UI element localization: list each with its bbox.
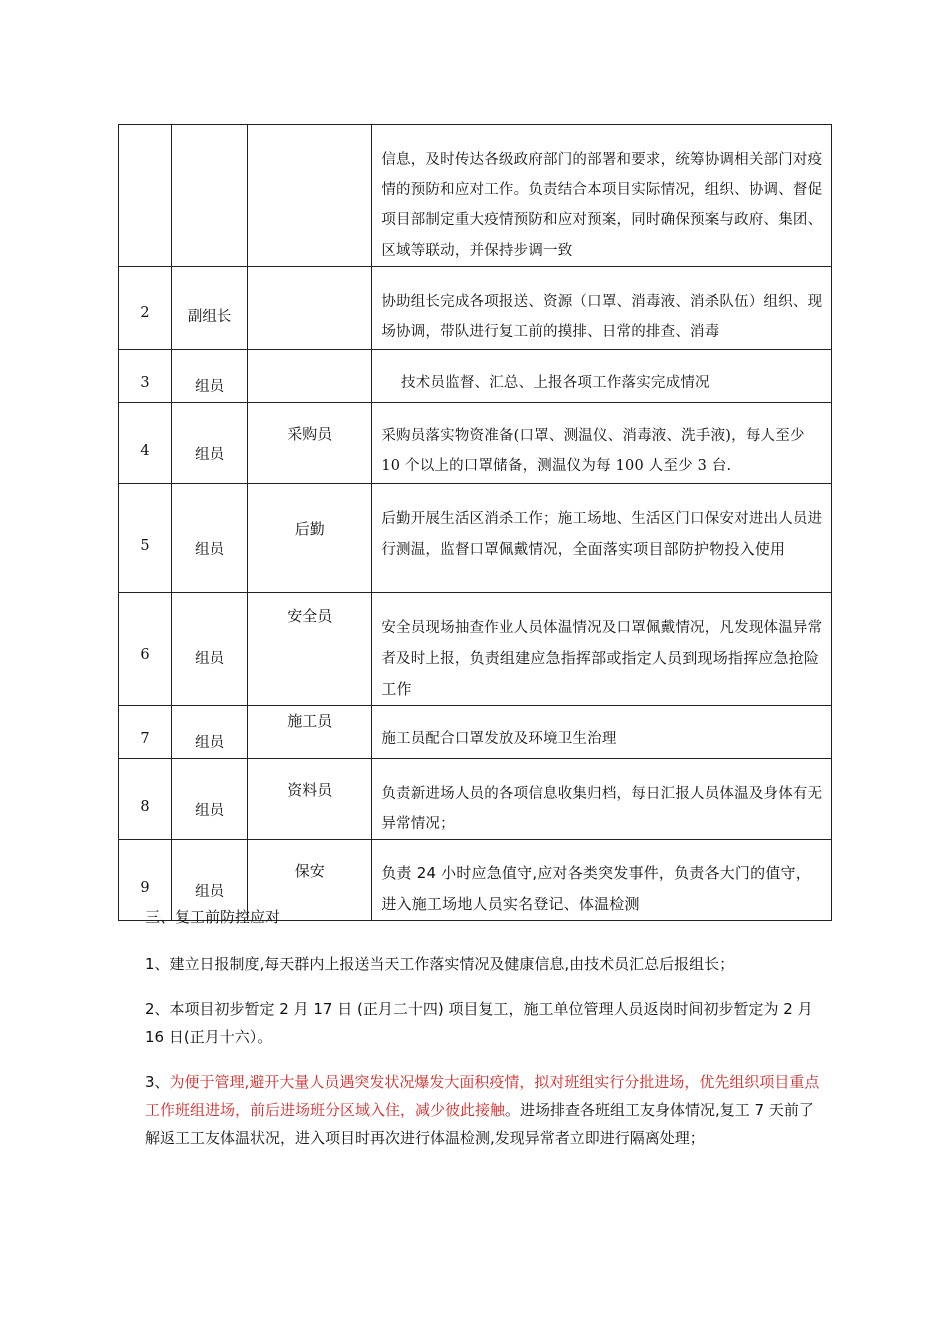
row-position xyxy=(248,350,371,370)
row-number: 2 xyxy=(140,305,150,321)
table-row xyxy=(119,759,832,840)
row-position: 安全员 xyxy=(287,607,333,625)
row-position xyxy=(248,267,371,287)
row-number: 7 xyxy=(140,731,150,747)
table-row xyxy=(119,267,832,350)
row-role: 组员 xyxy=(195,447,225,463)
row-description: 协助组长完成各项报送、资源（口罩、消毒液、消杀队伍）组织、现场协调，带队进行复工前的摸排、日常的排查、消毒 xyxy=(381,294,823,340)
row-description-emphasis: 负责 24 小时应急值守,应对各类突发事件，负责各大门的值守，进入施工场地人员实名登记、体温检测 xyxy=(381,864,811,913)
table-row xyxy=(119,125,832,267)
paragraph-1: 1、建立日报制度,每天群内上报送当天工作落实情况及健康信息,由技术员汇总后报组长； xyxy=(145,955,735,973)
row-description: 安全员现场抽查作业人员体温情况及口罩佩戴情况，凡发现体温异常者及时上报， xyxy=(381,620,823,667)
row-description-emphasis: 负责组建应急指挥部或指定人员到现场指挥应急抢险工作 xyxy=(381,649,820,698)
paragraph-3-number: 3、 xyxy=(145,1073,170,1091)
row-description-emphasis: 全面落实项目部防护物投入使用 xyxy=(572,540,786,558)
table-row xyxy=(119,403,832,484)
row-role: 副组长 xyxy=(187,309,232,325)
row-role: 组员 xyxy=(195,884,225,900)
row-position: 资料员 xyxy=(287,781,333,799)
duty-table xyxy=(118,124,832,921)
table-row xyxy=(119,350,832,403)
row-number: 9 xyxy=(140,880,150,896)
table-row xyxy=(119,706,832,759)
paragraph-3-rest: 。进场排查各班组工友身体情况,复工 7 天前了解返工工友体温状况，进入项目时再次进行体温检测,发现异常者立即进行隔离处理； xyxy=(145,1101,814,1147)
paragraph-3 xyxy=(145,1068,825,1152)
row-position: 后勤 xyxy=(294,520,325,538)
row-description: 后勤开展生活区消杀工作；施工场地、生活区门口保安对进出人员进行测温，监督口罩佩戴情况， xyxy=(381,511,823,558)
table-row xyxy=(119,484,832,593)
row-role: 组员 xyxy=(195,651,225,667)
row-position: 施工员 xyxy=(287,712,333,730)
row-description: 负责新进场人员的各项信息收集归档，每日汇报人员体温及身体有无异常情况； xyxy=(381,786,823,832)
row-position xyxy=(248,125,371,145)
row-role: 组员 xyxy=(195,803,225,819)
table-row xyxy=(119,593,832,706)
row-position: 保安 xyxy=(294,862,325,880)
row-description: 采购员落实物资准备(口罩、测温仪、消毒液、洗手液)，每人至少 10 个以上的口罩储备，测温仪为每 100 人至少 3 台. xyxy=(381,428,805,474)
paragraph-2: 2、本项目初步暂定 2 月 17 日 (正月二十四) 项目复工，施工单位管理人员返岗时间初步暂定为 2 月 16 日(正月十六）。 xyxy=(145,1000,813,1046)
row-description: 施工员配合口罩发放及环境卫生治理 xyxy=(381,731,617,747)
row-number: 5 xyxy=(140,538,150,554)
row-role: 组员 xyxy=(195,542,225,558)
row-number: 3 xyxy=(140,375,150,391)
row-position: 采购员 xyxy=(287,425,333,443)
section-heading: 三、复工前防控应对 xyxy=(145,908,281,926)
row-description: 信息，及时传达各级政府部门的部署和要求，统筹协调相关部门对疫情的预防和应对工作。负责结合本项目实际情况，组织、协调、督促项目部制定重大疫情预防和应对预案，同时确保预案与政府、集团、区域等联动，并保持步调一致 xyxy=(381,152,823,259)
paragraph-3-highlight: 为便于管理,避开大量人员遇突发状况爆发大面积疫情，拟对班组实行分批进场，优先组织项目重点工作班组进场，前后进场班分区域入住，减少彼此接触 xyxy=(145,1073,820,1119)
row-description: 技术员监督、汇总、上报各项工作落实完成情况 xyxy=(386,375,710,391)
row-number: 4 xyxy=(140,443,150,459)
row-number: 6 xyxy=(140,647,150,663)
row-number: 8 xyxy=(140,799,150,815)
row-role: 组员 xyxy=(195,735,225,751)
row-role: 组员 xyxy=(195,379,225,395)
